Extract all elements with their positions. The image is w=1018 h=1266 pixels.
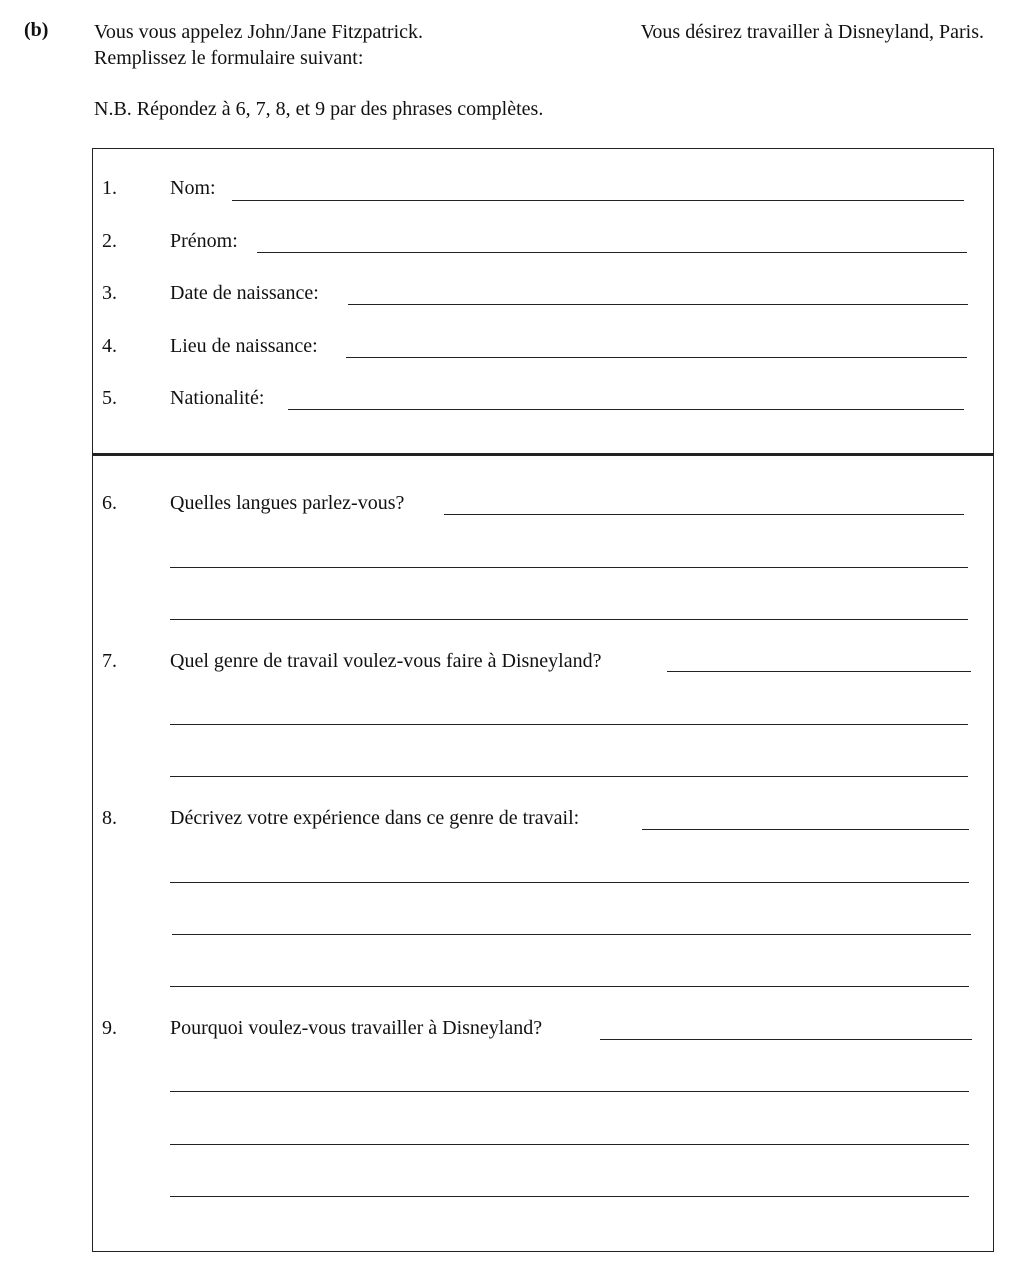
- answer-line[interactable]: [170, 1091, 969, 1092]
- answer-line[interactable]: [667, 671, 971, 672]
- question-number: 8.: [102, 807, 117, 829]
- answer-line[interactable]: [170, 1196, 969, 1197]
- field-label: Lieu de naissance:: [170, 335, 318, 357]
- section-divider: [92, 453, 994, 456]
- answer-line[interactable]: [170, 567, 968, 568]
- answer-line[interactable]: [600, 1039, 972, 1040]
- date-naissance-answer-line[interactable]: [348, 304, 968, 305]
- field-number: 3.: [102, 282, 117, 304]
- answer-line[interactable]: [170, 619, 968, 620]
- field-label: Prénom:: [170, 230, 238, 252]
- lieu-naissance-answer-line[interactable]: [346, 357, 967, 358]
- form-box: [92, 148, 994, 1252]
- instructions-line-2: Remplissez le formulaire suivant:: [94, 47, 364, 69]
- answer-line[interactable]: [170, 776, 968, 777]
- instructions-line-1: [94, 19, 984, 45]
- note: N.B. Répondez à 6, 7, 8, et 9 par des phrases complètes.: [94, 98, 544, 120]
- nationalite-answer-line[interactable]: [288, 409, 964, 410]
- answer-line[interactable]: [170, 986, 969, 987]
- answer-line[interactable]: [170, 724, 968, 725]
- instructions-line-1b: Vous désirez travailler à Disneyland, Paris.: [640, 21, 984, 43]
- answer-line[interactable]: [642, 829, 969, 830]
- question-text: Quel genre de travail voulez-vous faire à Disneyland?: [170, 650, 602, 672]
- answer-line[interactable]: [170, 882, 969, 883]
- prenom-answer-line[interactable]: [257, 252, 967, 253]
- field-number: 4.: [102, 335, 117, 357]
- answer-line[interactable]: [172, 934, 971, 935]
- part-label: (b): [24, 19, 49, 41]
- question-number: 9.: [102, 1017, 117, 1039]
- answer-line[interactable]: [170, 1144, 969, 1145]
- answer-line[interactable]: [444, 514, 964, 515]
- question-text: Quelles langues parlez-vous?: [170, 492, 405, 514]
- instructions-line-1a: Vous vous appelez John/Jane Fitzpatrick.: [94, 21, 424, 43]
- question-text: Pourquoi voulez-vous travailler à Disneyland?: [170, 1017, 543, 1039]
- question-text: Décrivez votre expérience dans ce genre de travail:: [170, 807, 580, 829]
- field-label: Nom:: [170, 177, 216, 199]
- field-number: 1.: [102, 177, 117, 199]
- field-number: 2.: [102, 230, 117, 252]
- question-number: 7.: [102, 650, 117, 672]
- nom-answer-line[interactable]: [232, 200, 964, 201]
- field-label: Nationalité:: [170, 387, 265, 409]
- instructions: [94, 19, 984, 71]
- question-number: 6.: [102, 492, 117, 514]
- field-label: Date de naissance:: [170, 282, 319, 304]
- field-number: 5.: [102, 387, 117, 409]
